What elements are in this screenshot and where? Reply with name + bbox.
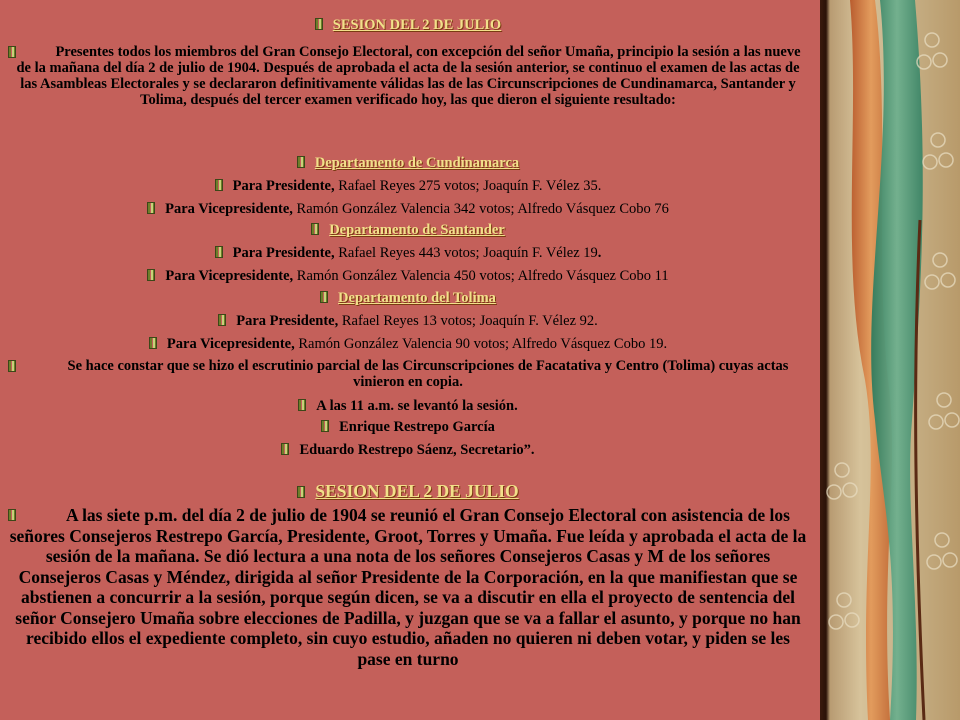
- bullet-icon: [147, 202, 155, 214]
- bullet-icon: [297, 156, 305, 168]
- bullet-icon: [218, 314, 226, 326]
- bullet-icon: [281, 443, 289, 455]
- santander-vice-result: Para Vicepresidente, Ramón González Valencia 450 votos; Alfredo Vásquez Cobo 11: [8, 268, 808, 284]
- bullet-icon: [8, 360, 16, 372]
- signature-president: Enrique Restrepo García: [8, 419, 808, 435]
- bullet-icon: [321, 420, 329, 432]
- department-heading-santander: Departamento de Santander: [8, 222, 808, 238]
- santander-president-result: Para Presidente, Rafael Reyes 443 votos; Joaquín F. Vélez 19.: [8, 245, 808, 261]
- evening-session-paragraph: A las siete p.m. del día 2 de julio de 1904 se reunió el Gran Consejo Electoral con asistencia de los señores Consejeros Restrepo García, Presidente, Groot, Torres y Umaña. Fue leída y aprobada el acta de la sesión de la mañana. Se dió lectura a una nota de los señores Consejeros Casas y M de los señores Consejeros Casas y Méndez, dirigida al señor Presidente de la Corporación, en la que manifiestan que se abstienen a concurrir a la sesión, porque según dicen, se va a discutir en ella el proyecto de sentencia del señor Consejero Umaña sobre elecciones de Padilla, y juzgan que se va a fallar el asunto, y porque no han recibido ellos el expediente completo, sin cuyo estudio, añaden no quieren ni deben votar, y piden se les pase en turno: [9, 505, 807, 669]
- scrutiny-note: Se hace constar que se hizo el escrutinio parcial de las Circunscripciones de Facatativa y Centro (Tolima) cuyas actas vinieron en copia.: [8, 358, 808, 390]
- bullet-icon: [8, 509, 16, 521]
- bullet-icon: [215, 179, 223, 191]
- evening-session-heading: [8, 481, 808, 501]
- department-heading-tolima: Departamento del Tolima: [8, 290, 808, 306]
- decorative-flower-pattern: [820, 0, 960, 720]
- bullet-icon: [298, 399, 306, 411]
- tolima-president-result: Para Presidente, Rafael Reyes 13 votos; Joaquín F. Vélez 92.: [8, 313, 808, 329]
- morning-intro-text: Presentes todos los miembros del Gran Consejo Electoral, con excepción del señor Umaña, principio la sesión a las nueve de la mañana del día 2 de julio de 1904. Después de aprobada el acta de la sesión anterior, se continuo el examen de las actas de las Asambleas Electorales y se declararon definitivamente válidas las de las Circunscripciones de Cundinamarca, Santander y Tolima, después del tercer examen verificado hoy, las que dieron el siguiente resultado:: [16, 44, 801, 108]
- bullet-icon: [320, 291, 328, 303]
- morning-intro-paragraph: [8, 44, 808, 108]
- bullet-icon: [315, 18, 323, 30]
- bullet-icon: [215, 246, 223, 258]
- morning-session-heading: [8, 17, 808, 33]
- cundinamarca-vice-result: Para Vicepresidente, Ramón González Valencia 342 votos; Alfredo Vásquez Cobo 76: [8, 201, 808, 217]
- department-heading-cundinamarca: Departamento de Cundinamarca: [8, 155, 808, 171]
- tolima-vice-result: Para Vicepresidente, Ramón González Valencia 90 votos; Alfredo Vásquez Cobo 19.: [8, 336, 808, 352]
- morning-session-title: SESION DEL 2 DE JULIO: [332, 17, 502, 33]
- cundinamarca-president-result: Para Presidente, Rafael Reyes 275 votos; Joaquín F. Vélez 35.: [8, 178, 808, 194]
- bullet-icon: [297, 486, 305, 498]
- bullet-icon: [311, 223, 319, 235]
- session-closing: A las 11 a.m. se levantó la sesión.: [8, 398, 808, 414]
- bullet-icon: [8, 46, 16, 58]
- evening-session-title: SESION DEL 2 DE JULIO: [315, 481, 519, 501]
- bullet-icon: [147, 269, 155, 281]
- decorative-side-panel: [820, 0, 960, 720]
- signature-secretary: Eduardo Restrepo Sáenz, Secretario”.: [8, 442, 808, 458]
- bullet-icon: [149, 337, 157, 349]
